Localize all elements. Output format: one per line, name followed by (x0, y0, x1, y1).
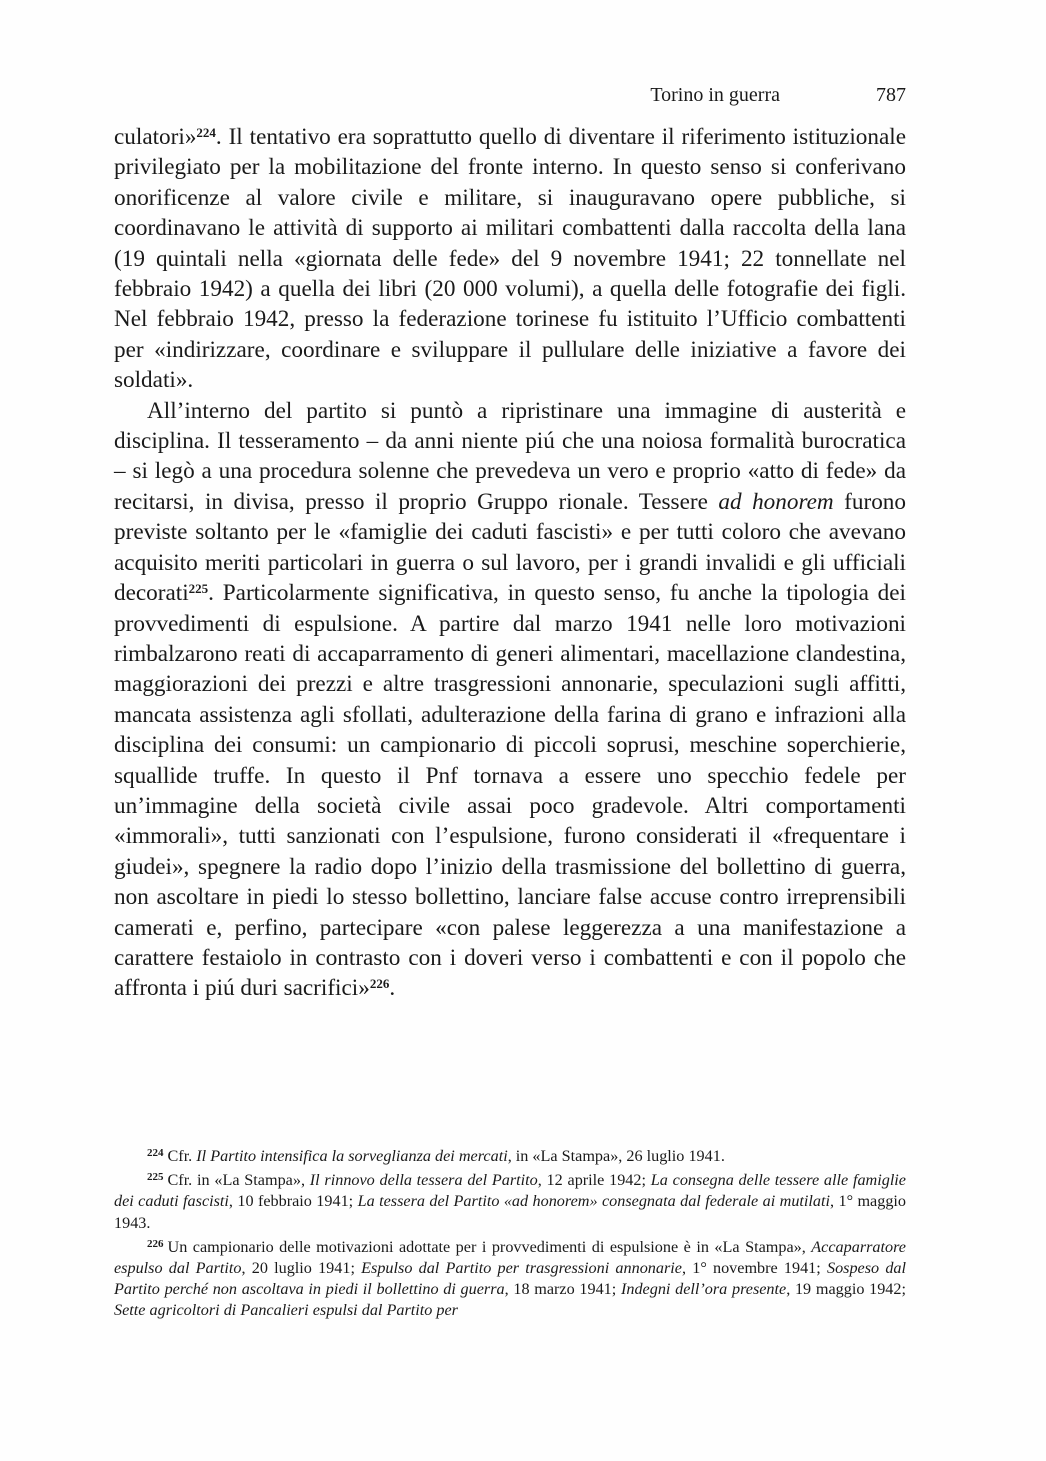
footnote-number: 224 (147, 1147, 164, 1159)
footnote-title: Il rinnovo della tessera del Partito (309, 1171, 538, 1190)
footnote-224 (114, 1146, 906, 1167)
main-text (114, 122, 906, 1004)
footnote-text: , in «La Stampa», 26 luglio 1941. (507, 1147, 725, 1165)
paragraph-2-text-c: . Particolarmente significativa, in questo senso, fu anche la tipologia dei provvedimenti di espulsione. A partire dal marzo 1941 nelle loro motivazioni rimbalzarono reati di accaparramento di generi alimentari, macellazione clandestina, maggiorazioni dei prezzi e altre trasgressioni annonarie, speculazioni sugli affitti, mancata assistenza agli sfollati, adulterazione della farina di grano e infrazioni alla disciplina dei consumi: un campionario di piccoli soprusi, meschine soperchierie, squallide truffe. In questo il Pnf tornava a essere uno specchio fedele per un’immagine della società civile assai poco gradevole. Altri comportamenti «immorali», tutti sanzionati con l’espulsione, furono considerati il «frequentare i giudei», spegnere la radio dopo l’inizio della trasmissione del bollettino di guerra, non ascoltare in piedi lo stesso bollettino, lanciare false accuse contro irreprensibili camerati e, perfino, partecipare «con palese leggerezza a una manifestazione a carattere festaiolo in contrasto con i doveri verso i combattenti e con il popolo che affronta i piú duri sacrifici» (114, 580, 906, 1002)
paragraph-2-italic: ad honorem (718, 488, 834, 515)
footnote-title: Indegni dell’ora presente (620, 1280, 787, 1299)
paragraph-2-text-d: . (389, 975, 396, 1002)
footnote-text: , 20 luglio 1941; (241, 1259, 362, 1278)
footnote-text: , 1° novembre 1941; (681, 1259, 827, 1278)
footnote-number: 225 (147, 1171, 164, 1184)
footnote-text: Un campionario delle motivazioni adottate per i provvedimenti di espulsione è in «La Stampa», (167, 1237, 812, 1256)
footnote-ref-226[interactable]: 226 (369, 976, 390, 992)
footnote-title: La tessera del Partito «ad honorem» consegnata dal federale ai mutilati (357, 1192, 831, 1211)
footnote-title: Il Partito intensifica la sorveglianza dei mercati (196, 1147, 508, 1165)
footnote-ref-224[interactable]: 224 (196, 125, 216, 140)
paragraph-1 (114, 122, 906, 396)
footnotes (114, 1146, 906, 1325)
footnote-ref-225[interactable]: 225 (188, 581, 209, 597)
footnote-text: , 18 marzo 1941; (504, 1280, 621, 1299)
running-title: Torino in guerra (650, 84, 780, 106)
footnote-text: Cfr. (167, 1147, 197, 1165)
paragraph-1-text-b: . Il tentativo era soprattutto quello di diventare il riferimento istituzionale privilegiato per la mobilitazione del fronte interno. In questo senso si conferivano onorificenze al valore civile e militare, si inauguravano opere pubbliche, si coordinavano le attività di supporto ai militari combattenti dalla raccolta della lana (19 quintali nella «giornata delle fede» del 9 novembre 1941; 22 tonnellate nel febbraio 1942) a quella dei libri (20 000 volumi), a quella delle fotografie dei figli. Nel febbraio 1942, presso la federazione torinese fu istituito l’Ufficio combattenti per «indirizzare, coordinare e sviluppare il pullulare delle iniziative a favore dei soldati». (114, 124, 906, 394)
footnote-title: Sette agricoltori di Pancalieri espulsi dal Partito per (114, 1301, 458, 1320)
footnote-number: 226 (147, 1237, 164, 1250)
page-number: 787 (876, 84, 906, 106)
footnote-226 (114, 1237, 906, 1322)
footnote-text: , 10 febbraio 1941; (228, 1192, 358, 1211)
footnote-225 (114, 1170, 906, 1234)
footnote-text: , 19 maggio 1942; (786, 1280, 906, 1299)
paragraph-2-text-b: furono previste soltanto per le «famiglie dei caduti fascisti» e per tutti coloro che avevano acquisito meriti particolari in guerra o sul lavoro, per i grandi invalidi e gli ufficiali decorati (114, 488, 906, 607)
footnote-title: Sospeso dal Partito perché non ascoltava in piedi il bollettino di guerra (114, 1259, 907, 1299)
page-header (114, 84, 906, 114)
footnote-text: , 1° maggio 1943. (114, 1192, 907, 1232)
paragraph-1-text-a: culatori» (114, 124, 197, 150)
paragraph-2-text-a: All’interno del partito si puntò a ripristinare una immagine di austerità e disciplina. Il tesseramento – da anni niente piú che una noiosa formalità burocratica – si legò a una procedura solenne che prevedeva un vero e proprio «atto di fede» da recitarsi, in divisa, presso il proprio Gruppo rionale. Tessere (114, 397, 906, 515)
footnote-title: La consegna delle tessere alle famiglie dei caduti fascisti (114, 1171, 906, 1211)
paragraph-2 (114, 396, 906, 1004)
footnote-title: Espulso dal Partito per trasgressioni annonarie (361, 1259, 682, 1278)
footnote-text: Cfr. in «La Stampa», (167, 1171, 310, 1190)
footnote-text: , 12 aprile 1942; (537, 1171, 651, 1190)
footnote-title: Accaparratore espulso dal Partito (114, 1237, 906, 1278)
